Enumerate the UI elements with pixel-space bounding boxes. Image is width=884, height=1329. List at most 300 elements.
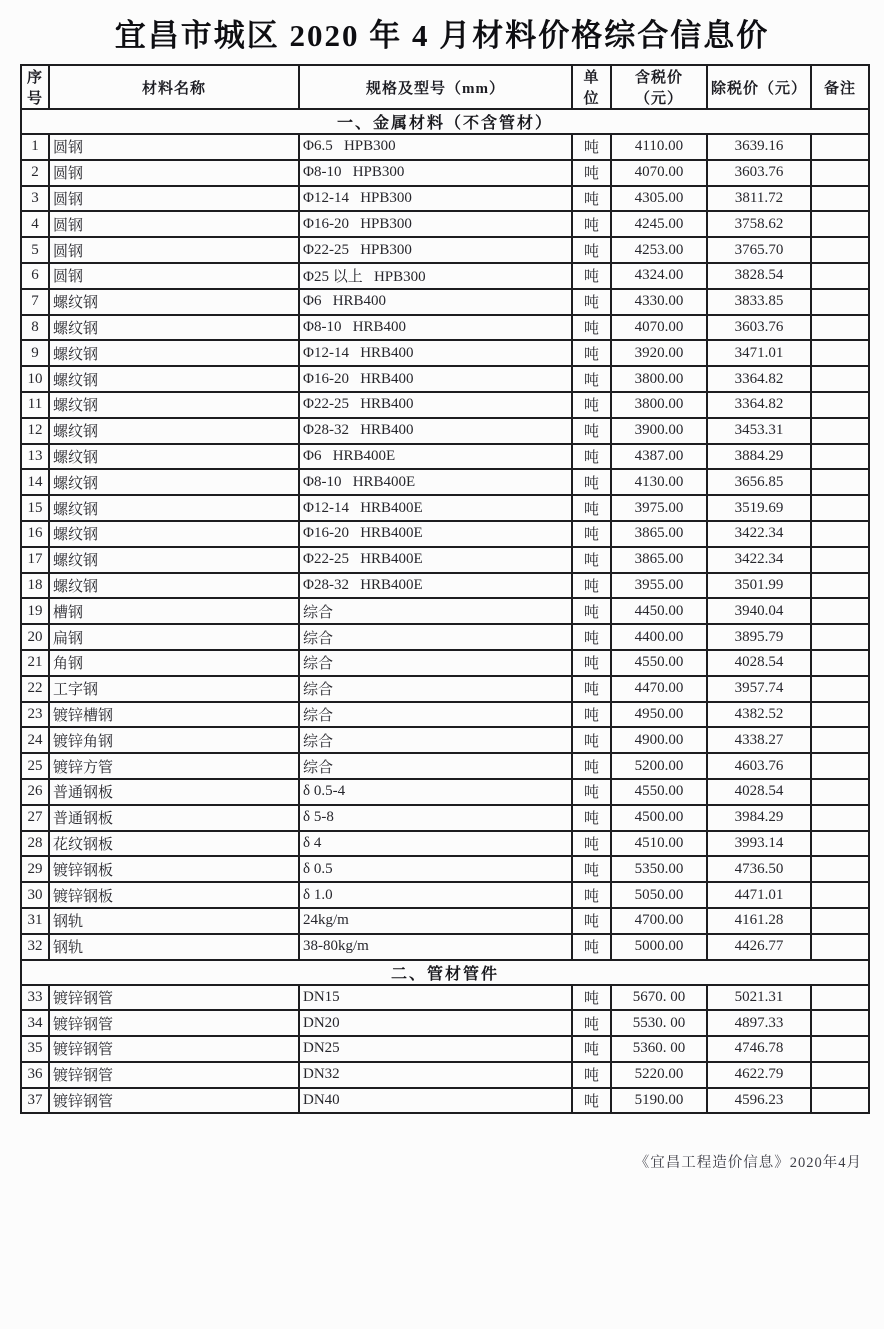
material-name: 镀锌钢管 — [49, 1088, 299, 1114]
spec: DN32 — [299, 1062, 572, 1088]
remark — [811, 831, 869, 857]
price-without-tax: 3940.04 — [707, 598, 811, 624]
unit: 吨 — [572, 624, 611, 650]
table-row — [21, 624, 869, 650]
unit: 吨 — [572, 469, 611, 495]
table-row — [21, 985, 869, 1011]
table-row — [21, 753, 869, 779]
remark — [811, 676, 869, 702]
remark — [811, 211, 869, 237]
material-name: 工字钢 — [49, 676, 299, 702]
price-with-tax: 4110.00 — [611, 134, 707, 160]
row-no: 14 — [21, 469, 49, 495]
material-name: 花纹钢板 — [49, 831, 299, 857]
unit: 吨 — [572, 805, 611, 831]
remark — [811, 650, 869, 676]
remark — [811, 908, 869, 934]
table-row — [21, 727, 869, 753]
col-header-spec: 规格及型号（mm） — [299, 65, 572, 109]
price-with-tax: 5670. 00 — [611, 985, 707, 1011]
unit: 吨 — [572, 727, 611, 753]
remark — [811, 289, 869, 315]
row-no: 10 — [21, 366, 49, 392]
row-no: 1 — [21, 134, 49, 160]
price-with-tax: 5000.00 — [611, 934, 707, 960]
material-name: 镀锌钢板 — [49, 882, 299, 908]
price-without-tax: 3993.14 — [707, 831, 811, 857]
price-with-tax: 5050.00 — [611, 882, 707, 908]
col-header-price-with-tax: 含税价（元） — [611, 65, 707, 109]
price-without-tax: 4746.78 — [707, 1036, 811, 1062]
material-name: 螺纹钢 — [49, 315, 299, 341]
unit: 吨 — [572, 573, 611, 599]
price-with-tax: 4245.00 — [611, 211, 707, 237]
spec: DN40 — [299, 1088, 572, 1114]
spec: Φ8-10 HRB400E — [299, 469, 572, 495]
material-name: 螺纹钢 — [49, 469, 299, 495]
row-no: 12 — [21, 418, 49, 444]
table-row — [21, 831, 869, 857]
material-name: 镀锌钢板 — [49, 856, 299, 882]
remark — [811, 392, 869, 418]
table-row — [21, 134, 869, 160]
row-no: 5 — [21, 237, 49, 263]
col-header-price-no-tax: 除税价（元） — [707, 65, 811, 109]
price-with-tax: 5360. 00 — [611, 1036, 707, 1062]
row-no: 28 — [21, 831, 49, 857]
material-name: 镀锌钢管 — [49, 985, 299, 1011]
price-without-tax: 4736.50 — [707, 856, 811, 882]
price-without-tax: 3833.85 — [707, 289, 811, 315]
table-row — [21, 805, 869, 831]
table-row — [21, 1010, 869, 1036]
remark — [811, 469, 869, 495]
spec: 综合 — [299, 676, 572, 702]
price-with-tax: 3865.00 — [611, 521, 707, 547]
price-with-tax: 4400.00 — [611, 624, 707, 650]
col-header-material-name: 材料名称 — [49, 65, 299, 109]
remark — [811, 521, 869, 547]
price-without-tax: 3828.54 — [707, 263, 811, 289]
remark — [811, 727, 869, 753]
price-without-tax: 3364.82 — [707, 392, 811, 418]
unit: 吨 — [572, 186, 611, 212]
spec: δ 5-8 — [299, 805, 572, 831]
table-row — [21, 211, 869, 237]
table-row — [21, 237, 869, 263]
price-without-tax: 4596.23 — [707, 1088, 811, 1114]
material-name: 螺纹钢 — [49, 392, 299, 418]
spec: Φ16-20 HRB400E — [299, 521, 572, 547]
unit: 吨 — [572, 392, 611, 418]
remark — [811, 1062, 869, 1088]
price-with-tax: 5350.00 — [611, 856, 707, 882]
price-without-tax: 4028.54 — [707, 779, 811, 805]
price-with-tax: 4950.00 — [611, 702, 707, 728]
col-header-no: 序号 — [21, 65, 49, 109]
remark — [811, 805, 869, 831]
remark — [811, 1088, 869, 1114]
remark — [811, 934, 869, 960]
remark — [811, 882, 869, 908]
row-no: 4 — [21, 211, 49, 237]
price-without-tax: 5021.31 — [707, 985, 811, 1011]
unit: 吨 — [572, 676, 611, 702]
unit: 吨 — [572, 521, 611, 547]
price-with-tax: 4550.00 — [611, 779, 707, 805]
remark — [811, 573, 869, 599]
price-with-tax: 4700.00 — [611, 908, 707, 934]
material-name: 圆钢 — [49, 186, 299, 212]
price-without-tax: 3422.34 — [707, 547, 811, 573]
table-row — [21, 650, 869, 676]
material-name: 圆钢 — [49, 237, 299, 263]
row-no: 29 — [21, 856, 49, 882]
material-name: 扁钢 — [49, 624, 299, 650]
spec: 38-80kg/m — [299, 934, 572, 960]
price-with-tax: 4324.00 — [611, 263, 707, 289]
price-with-tax: 5200.00 — [611, 753, 707, 779]
unit: 吨 — [572, 779, 611, 805]
price-without-tax: 4161.28 — [707, 908, 811, 934]
material-name: 螺纹钢 — [49, 495, 299, 521]
unit: 吨 — [572, 702, 611, 728]
price-without-tax: 4338.27 — [707, 727, 811, 753]
row-no: 18 — [21, 573, 49, 599]
spec: δ 0.5 — [299, 856, 572, 882]
price-with-tax: 3865.00 — [611, 547, 707, 573]
row-no: 24 — [21, 727, 49, 753]
price-with-tax: 4387.00 — [611, 444, 707, 470]
unit: 吨 — [572, 650, 611, 676]
unit: 吨 — [572, 315, 611, 341]
table-row — [21, 908, 869, 934]
price-without-tax: 3758.62 — [707, 211, 811, 237]
row-no: 8 — [21, 315, 49, 341]
price-without-tax: 3811.72 — [707, 186, 811, 212]
table-row — [21, 547, 869, 573]
price-with-tax: 4070.00 — [611, 160, 707, 186]
spec: Φ16-20 HRB400 — [299, 366, 572, 392]
material-name: 钢轨 — [49, 908, 299, 934]
row-no: 21 — [21, 650, 49, 676]
table-row — [21, 521, 869, 547]
row-no: 23 — [21, 702, 49, 728]
row-no: 27 — [21, 805, 49, 831]
price-with-tax: 3975.00 — [611, 495, 707, 521]
remark — [811, 624, 869, 650]
table-row — [21, 598, 869, 624]
unit: 吨 — [572, 1010, 611, 1036]
material-name: 螺纹钢 — [49, 521, 299, 547]
price-without-tax: 3984.29 — [707, 805, 811, 831]
row-no: 11 — [21, 392, 49, 418]
price-without-tax: 3501.99 — [707, 573, 811, 599]
remark — [811, 263, 869, 289]
price-without-tax: 3765.70 — [707, 237, 811, 263]
material-name: 镀锌槽钢 — [49, 702, 299, 728]
price-with-tax: 4070.00 — [611, 315, 707, 341]
spec: Φ22-25 HPB300 — [299, 237, 572, 263]
price-without-tax: 3364.82 — [707, 366, 811, 392]
remark — [811, 1010, 869, 1036]
price-with-tax: 4500.00 — [611, 805, 707, 831]
row-no: 32 — [21, 934, 49, 960]
price-without-tax: 4622.79 — [707, 1062, 811, 1088]
row-no: 9 — [21, 340, 49, 366]
material-name: 螺纹钢 — [49, 289, 299, 315]
remark — [811, 598, 869, 624]
price-without-tax: 3519.69 — [707, 495, 811, 521]
remark — [811, 315, 869, 341]
spec: Φ12-14 HRB400E — [299, 495, 572, 521]
material-name: 螺纹钢 — [49, 444, 299, 470]
unit: 吨 — [572, 366, 611, 392]
row-no: 33 — [21, 985, 49, 1011]
material-name: 角钢 — [49, 650, 299, 676]
remark — [811, 1036, 869, 1062]
price-with-tax: 3920.00 — [611, 340, 707, 366]
material-name: 螺纹钢 — [49, 340, 299, 366]
table-header-row — [21, 65, 869, 109]
price-without-tax: 4028.54 — [707, 650, 811, 676]
price-with-tax: 4305.00 — [611, 186, 707, 212]
spec: 24kg/m — [299, 908, 572, 934]
table-row — [21, 340, 869, 366]
material-name: 槽钢 — [49, 598, 299, 624]
material-name: 钢轨 — [49, 934, 299, 960]
table-row — [21, 160, 869, 186]
material-name: 镀锌角钢 — [49, 727, 299, 753]
price-table-body — [21, 109, 869, 1113]
price-without-tax: 3603.76 — [707, 315, 811, 341]
spec: Φ28-32 HRB400 — [299, 418, 572, 444]
price-with-tax: 4550.00 — [611, 650, 707, 676]
spec: Φ6.5 HPB300 — [299, 134, 572, 160]
price-with-tax: 5190.00 — [611, 1088, 707, 1114]
unit: 吨 — [572, 882, 611, 908]
material-name: 圆钢 — [49, 134, 299, 160]
row-no: 16 — [21, 521, 49, 547]
page-title: 宜昌市城区 2020 年 4 月材料价格综合信息价 — [114, 18, 770, 53]
price-with-tax: 5530. 00 — [611, 1010, 707, 1036]
unit: 吨 — [572, 237, 611, 263]
material-name: 镀锌钢管 — [49, 1062, 299, 1088]
unit: 吨 — [572, 340, 611, 366]
spec: δ 0.5-4 — [299, 779, 572, 805]
remark — [811, 547, 869, 573]
price-with-tax: 4330.00 — [611, 289, 707, 315]
price-with-tax: 3955.00 — [611, 573, 707, 599]
row-no: 25 — [21, 753, 49, 779]
material-name: 普通钢板 — [49, 805, 299, 831]
table-row — [21, 186, 869, 212]
table-row — [21, 573, 869, 599]
unit: 吨 — [572, 1062, 611, 1088]
row-no: 22 — [21, 676, 49, 702]
unit: 吨 — [572, 985, 611, 1011]
row-no: 19 — [21, 598, 49, 624]
price-without-tax: 4382.52 — [707, 702, 811, 728]
unit: 吨 — [572, 908, 611, 934]
remark — [811, 418, 869, 444]
table-row — [21, 676, 869, 702]
table-row — [21, 1062, 869, 1088]
row-no: 30 — [21, 882, 49, 908]
price-without-tax: 3471.01 — [707, 340, 811, 366]
unit: 吨 — [572, 547, 611, 573]
price-without-tax: 3603.76 — [707, 160, 811, 186]
row-no: 6 — [21, 263, 49, 289]
unit: 吨 — [572, 289, 611, 315]
spec: Φ25 以上 HPB300 — [299, 263, 572, 289]
spec: Φ22-25 HRB400 — [299, 392, 572, 418]
remark — [811, 160, 869, 186]
spec: Φ6 HRB400E — [299, 444, 572, 470]
unit: 吨 — [572, 753, 611, 779]
spec: 综合 — [299, 753, 572, 779]
price-with-tax: 4510.00 — [611, 831, 707, 857]
price-with-tax: 4470.00 — [611, 676, 707, 702]
spec: DN25 — [299, 1036, 572, 1062]
remark — [811, 495, 869, 521]
spec: Φ8-10 HPB300 — [299, 160, 572, 186]
spec: δ 1.0 — [299, 882, 572, 908]
spec: Φ12-14 HRB400 — [299, 340, 572, 366]
spec: 综合 — [299, 702, 572, 728]
unit: 吨 — [572, 1088, 611, 1114]
table-row — [21, 418, 869, 444]
unit: 吨 — [572, 211, 611, 237]
price-without-tax: 3884.29 — [707, 444, 811, 470]
unit: 吨 — [572, 1036, 611, 1062]
row-no: 34 — [21, 1010, 49, 1036]
price-without-tax: 3639.16 — [707, 134, 811, 160]
row-no: 15 — [21, 495, 49, 521]
spec: DN15 — [299, 985, 572, 1011]
material-name: 螺纹钢 — [49, 366, 299, 392]
unit: 吨 — [572, 934, 611, 960]
price-without-tax: 4426.77 — [707, 934, 811, 960]
price-with-tax: 4130.00 — [611, 469, 707, 495]
material-price-table — [20, 64, 870, 1114]
table-row — [21, 289, 869, 315]
row-no: 13 — [21, 444, 49, 470]
remark — [811, 237, 869, 263]
col-header-remark: 备注 — [811, 65, 869, 109]
table-row — [21, 934, 869, 960]
price-with-tax: 3800.00 — [611, 366, 707, 392]
remark — [811, 856, 869, 882]
section-header: 二、管材管件 — [21, 960, 869, 985]
row-no: 2 — [21, 160, 49, 186]
row-no: 35 — [21, 1036, 49, 1062]
remark — [811, 779, 869, 805]
price-with-tax: 3800.00 — [611, 392, 707, 418]
unit: 吨 — [572, 263, 611, 289]
spec: 综合 — [299, 624, 572, 650]
unit: 吨 — [572, 418, 611, 444]
spec: δ 4 — [299, 831, 572, 857]
price-with-tax: 4900.00 — [611, 727, 707, 753]
unit: 吨 — [572, 495, 611, 521]
unit: 吨 — [572, 160, 611, 186]
spec: Φ22-25 HRB400E — [299, 547, 572, 573]
remark — [811, 134, 869, 160]
table-row — [21, 882, 869, 908]
row-no: 37 — [21, 1088, 49, 1114]
table-row — [21, 444, 869, 470]
unit: 吨 — [572, 856, 611, 882]
price-without-tax: 3957.74 — [707, 676, 811, 702]
table-row — [21, 779, 869, 805]
row-no: 31 — [21, 908, 49, 934]
spec: Φ6 HRB400 — [299, 289, 572, 315]
price-without-tax: 4471.01 — [707, 882, 811, 908]
remark — [811, 985, 869, 1011]
section-header-row — [21, 109, 869, 134]
table-row — [21, 263, 869, 289]
price-without-tax: 4897.33 — [707, 1010, 811, 1036]
material-name: 螺纹钢 — [49, 547, 299, 573]
price-without-tax: 3422.34 — [707, 521, 811, 547]
footer-citation: 《宜昌工程造价信息》2020年4月 — [634, 1155, 862, 1172]
material-name: 圆钢 — [49, 263, 299, 289]
spec: Φ8-10 HRB400 — [299, 315, 572, 341]
price-with-tax: 4253.00 — [611, 237, 707, 263]
row-no: 20 — [21, 624, 49, 650]
remark — [811, 340, 869, 366]
price-with-tax: 4450.00 — [611, 598, 707, 624]
table-row — [21, 1088, 869, 1114]
price-without-tax: 4603.76 — [707, 753, 811, 779]
unit: 吨 — [572, 134, 611, 160]
price-with-tax: 3900.00 — [611, 418, 707, 444]
table-row — [21, 495, 869, 521]
spec: Φ16-20 HPB300 — [299, 211, 572, 237]
price-with-tax: 5220.00 — [611, 1062, 707, 1088]
table-row — [21, 1036, 869, 1062]
remark — [811, 366, 869, 392]
material-name: 圆钢 — [49, 211, 299, 237]
material-name: 螺纹钢 — [49, 418, 299, 444]
table-row — [21, 315, 869, 341]
table-row — [21, 856, 869, 882]
col-header-unit: 单位 — [572, 65, 611, 109]
row-no: 26 — [21, 779, 49, 805]
remark — [811, 186, 869, 212]
material-name: 螺纹钢 — [49, 573, 299, 599]
spec: 综合 — [299, 650, 572, 676]
row-no: 3 — [21, 186, 49, 212]
table-row — [21, 469, 869, 495]
remark — [811, 444, 869, 470]
row-no: 17 — [21, 547, 49, 573]
spec: 综合 — [299, 598, 572, 624]
remark — [811, 702, 869, 728]
spec: DN20 — [299, 1010, 572, 1036]
table-row — [21, 366, 869, 392]
unit: 吨 — [572, 831, 611, 857]
spec: 综合 — [299, 727, 572, 753]
unit: 吨 — [572, 598, 611, 624]
material-name: 圆钢 — [49, 160, 299, 186]
table-row — [21, 702, 869, 728]
section-header-row — [21, 960, 869, 985]
row-no: 7 — [21, 289, 49, 315]
spec: Φ28-32 HRB400E — [299, 573, 572, 599]
remark — [811, 753, 869, 779]
